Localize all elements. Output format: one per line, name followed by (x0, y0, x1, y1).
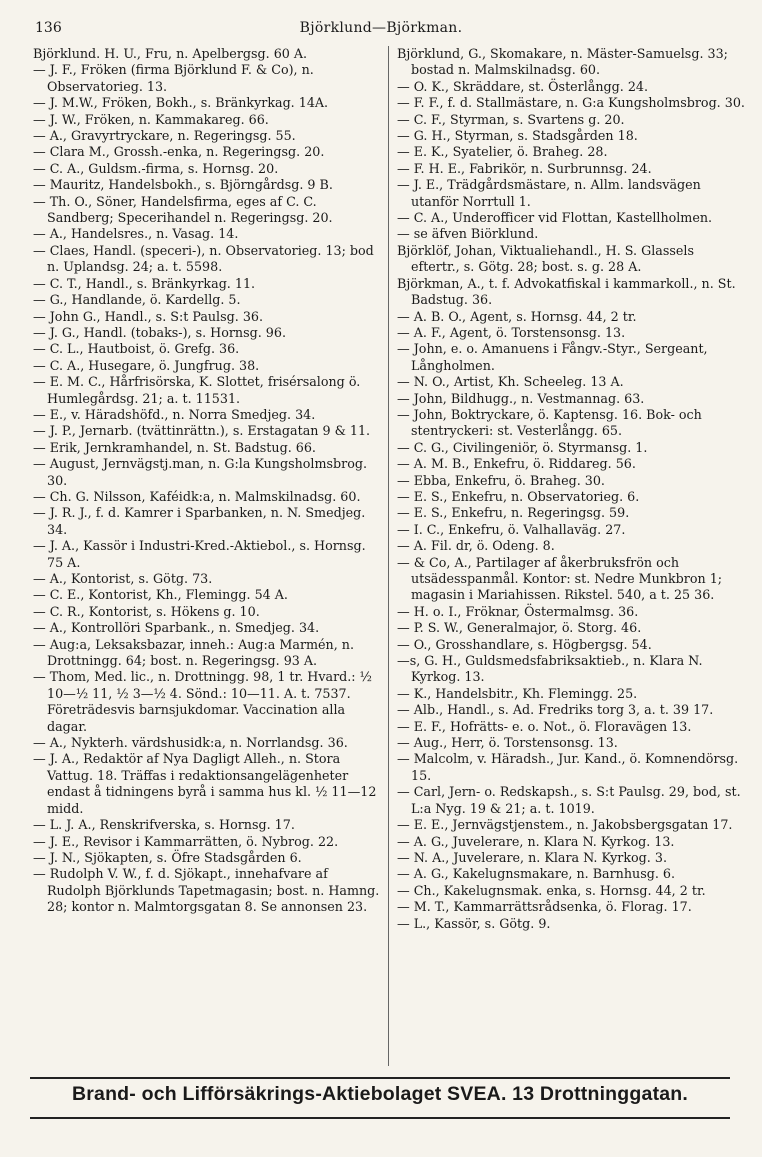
directory-entry: — John, Bildhugg., n. Vestmannag. 63. (397, 390, 645, 406)
directory-entry: — E., v. Häradshöfd., n. Norra Smedjeg. 34. (33, 406, 316, 422)
directory-entry: — Claes, Handl. (speceri-), n. Observatorieg. 13; bod n. Uplandsg. 24; a. t. 5598. (33, 242, 374, 275)
directory-entry: — A., Kontrollöri Sparbank., n. Smedjeg. 34. (33, 620, 320, 636)
directory-entry: — E. F., Hofrätts- e. o. Not., ö. Floravägen 13. (397, 718, 692, 734)
directory-entry: — John G., Handl., s. S:t Paulsg. 36. (33, 308, 263, 324)
column-divider (388, 46, 389, 1066)
right-column (397, 46, 745, 932)
directory-entry: — E. M. C., Hårfrisörska, K. Slottet, frisérsalong ö. Humlegårdsg. 21; a. t. 11531. (33, 374, 361, 406)
directory-entry: — A. G., Kakelugnsmakare, n. Barnhusg. 6. (397, 866, 675, 882)
directory-entry: — A. Fil. dr, ö. Odeng. 8. (397, 538, 555, 554)
directory-entry: — Ch., Kakelugnsmak. enka, s. Hornsg. 44, 2 tr. (397, 882, 706, 898)
directory-entry: —s, G. H., Guldsmedsfabriksaktieb., n. Klara N. Kyrkog. 13. (397, 653, 703, 685)
directory-entry: — Th. O., Söner, Handelsfirma, eges af C. C. Sandberg; Specerihandel n. Regeringsg. 20. (33, 193, 333, 226)
directory-entry: — E. S., Enkefru, n. Regeringsg. 59. (397, 505, 630, 521)
directory-entry: — L. J. A., Renskrifverska, s. Hornsg. 17. (33, 817, 295, 833)
directory-entry: Björklöf, Johan, Viktualiehandl., H. S. Glassels eftertr., s. Götg. 28; bost. s. g. 28 A. (397, 242, 694, 275)
directory-entry: — Ebba, Enkefru, ö. Braheg. 30. (397, 472, 605, 488)
directory-entry: — J. E., Revisor i Kammarrätten, ö. Nybrog. 22. (33, 833, 339, 849)
directory-entry: — O., Grosshandlare, s. Högbergsg. 54. (397, 636, 652, 652)
directory-entry: — Clara M., Grossh.-enka, n. Regeringsg. 20. (33, 144, 325, 160)
directory-entry: — Erik, Jernkramhandel, n. St. Badstug. 66. (33, 439, 316, 455)
directory-entry: — C. E., Kontorist, Kh., Flemingg. 54 A. (33, 587, 288, 603)
directory-entry: — H. o. I., Fröknar, Östermalmsg. 36. (397, 603, 639, 619)
directory-entry: — E. S., Enkefru, n. Observatorieg. 6. (397, 488, 640, 504)
directory-entry: — A. G., Juvelerare, n. Klara N. Kyrkog. 13. (397, 833, 675, 849)
directory-entry: — L., Kassör, s. Götg. 9. (397, 915, 551, 931)
directory-entry: — J. R. J., f. d. Kamrer i Sparbanken, n. N. Smedjeg. 34. (33, 505, 366, 537)
directory-entry: — K., Handelsbitr., Kh. Flemingg. 25. (397, 685, 638, 701)
directory-entry: — Rudolph V. W., f. d. Sjökapt., innehafvare af Rudolph Björklunds Tapetmagasin; bost. n. Hamng. 28; kontor n. Malmtorgsgatan 8. Se annonsen 23. (33, 866, 380, 915)
directory-entry: — M. T., Kammarrättsrådsenka, ö. Florag. 17. (397, 899, 692, 915)
directory-entry: — A., Nykterh. värdshusidk:a, n. Norrlandsg. 36. (33, 735, 348, 751)
directory-entry: — Malcolm, v. Häradsh., Jur. Kand., ö. Komnendörsg. 15. (397, 751, 739, 783)
directory-entry: — C. T., Handl., s. Bränkyrkag. 11. (33, 275, 256, 291)
directory-entry: — N. O., Artist, Kh. Scheeleg. 13 A. (397, 374, 624, 390)
directory-entry: — Carl, Jern- o. Redskapsh., s. S:t Paulsg. 29, bod, st. L:a Nyg. 19 & 21; a. t. 1019. (397, 784, 741, 816)
directory-entry: — J. P., Jernarb. (tvättinrättn.), s. Erstagatan 9 & 11. (33, 423, 371, 439)
directory-entry: — August, Jernvägstj.man, n. G:la Kungsholmsbrog. 30. (33, 456, 367, 488)
directory-entry: — C. F., Styrman, s. Svartens g. 20. (397, 111, 625, 127)
directory-entry: — C. R., Kontorist, s. Hökens g. 10. (33, 603, 260, 619)
left-column (33, 46, 385, 916)
directory-entry: Björklund, G., Skomakare, n. Mäster-Samuelsg. 33; bostad n. Malmskilnadsg. 60. (397, 46, 728, 78)
directory-entry: — Alb., Handl., s. Ad. Fredriks torg 3, a. t. 39 17. (397, 702, 714, 718)
directory-entry: — A., Kontorist, s. Götg. 73. (33, 571, 213, 586)
running-head: Björklund—Björkman. (299, 20, 463, 36)
directory-entry: — A. B. O., Agent, s. Hornsg. 44, 2 tr. (397, 308, 637, 324)
directory-entry: — F. F., f. d. Stallmästare, n. G:a Kungsholmsbrog. 30. (397, 95, 745, 111)
directory-entry: — Thom, Med. lic., n. Drottningg. 98, 1 tr. Hvard.: ½ 10—½ 11, ½ 3—½ 4. Sönd.: 10—11. A. t. 7537. Företrädesvis barnsjukdomar. Vaccination alla dagar. (33, 669, 372, 734)
directory-entry: — E. E., Jernvägstjenstem., n. Jakobsbergsgatan 17. (397, 817, 733, 833)
page-number: 136 (35, 20, 62, 36)
directory-entry: — A., Handelsres., n. Vasag. 14. (33, 226, 239, 242)
directory-entry: — & Co, A., Partilager af åkerbruksfrön och utsädesspanmål. Kontor: st. Nedre Munkbron 1; magasin i Mariahissen. Rikstel. 540, a t. 25 36. (397, 554, 723, 603)
directory-entry: — E. K., Syatelier, ö. Braheg. 28. (397, 144, 608, 160)
directory-entry: Björklund. H. U., Fru, n. Apelbergsg. 60 A. (33, 46, 308, 61)
page-header (0, 0, 762, 44)
directory-entry: — se äfven Biörklund. (397, 226, 539, 242)
directory-entry: — Mauritz, Handelsbokh., s. Björngårdsg. 9 B. (33, 177, 333, 193)
directory-entry: — A., Gravyrtryckare, n. Regeringsg. 55. (33, 128, 296, 144)
footer-advertisement: Brand- och Lifförsäkrings-Aktiebolaget SVEA. 13 Drottninggatan. (71, 1083, 689, 1105)
directory-entry: — C. A., Guldsm.-firma, s. Hornsg. 20. (33, 160, 279, 176)
directory-entry: — J. A., Redaktör af Nya Dagligt Alleh., n. Stora Vattug. 18. Träffas i redaktionsangelägenheter endast å tidningens byrå i samma hus kl. ½ 11—12 midd. (33, 751, 377, 816)
directory-entry: Björkman, A., t. f. Advokatfiskal i kammarkoll., n. St. Badstug. 36. (397, 275, 736, 308)
directory-entry: — J. N., Sjökapten, s. Öfre Stadsgården 6. (33, 849, 302, 865)
directory-entry: — A. M. B., Enkefru, ö. Riddareg. 56. (397, 456, 636, 472)
directory-entry: — G. H., Styrman, s. Stadsgården 18. (397, 128, 638, 144)
directory-entry: — N. A., Juvelerare, n. Klara N. Kyrkog. 3. (397, 849, 667, 865)
directory-entry: — A. F., Agent, ö. Torstensonsg. 13. (397, 324, 626, 340)
directory-entry: — C. L., Hautboist, ö. Grefg. 36. (33, 341, 240, 357)
directory-entry: — Aug:a, Leksaksbazar, inneh.: Aug:a Marmén, n. Drottningg. 64; bost. n. Regeringsg. 93 A. (33, 636, 354, 669)
footer-rule-bottom (30, 1117, 730, 1119)
directory-entry: — G., Handlande, ö. Kardellg. 5. (33, 292, 241, 308)
directory-entry: — Ch. G. Nilsson, Kaféidk:a, n. Malmskilnadsg. 60. (33, 488, 361, 504)
directory-entry: — Aug., Herr, ö. Torstensonsg. 13. (397, 735, 618, 751)
directory-entry: — John, e. o. Amanuens i Fångv.-Styr., Sergeant, Långholmen. (397, 341, 708, 373)
directory-entry: — O. K., Skräddare, st. Österlångg. 24. (397, 78, 649, 94)
directory-entry: — J. F., Fröken (firma Björklund F. & Co), n. Observatorieg. 13. (33, 62, 314, 94)
directory-entry: — J. E., Trädgårdsmästare, n. Allm. landsvägen utanför Norrtull 1. (397, 177, 701, 209)
directory-entry: — John, Boktryckare, ö. Kaptensg. 16. Bok- och stentryckeri: st. Vesterlångg. 65. (397, 406, 702, 439)
directory-entry: — J. A., Kassör i Industri-Kred.-Aktiebol., s. Hornsg. 75 A. (33, 538, 366, 570)
directory-entry: — P. S. W., Generalmajor, ö. Storg. 46. (397, 620, 642, 636)
directory-entry: — C. G., Civilingeniör, ö. Styrmansg. 1. (397, 439, 648, 455)
directory-entry: — F. H. E., Fabrikör, n. Surbrunnsg. 24. (397, 160, 652, 176)
directory-entry: — I. C., Enkefru, ö. Valhallaväg. 27. (397, 521, 626, 537)
directory-entry: — J. M.W., Fröken, Bokh., s. Bränkyrkag. 14A. (33, 95, 329, 111)
footer-rule-top (30, 1077, 730, 1079)
directory-entry: — J. G., Handl. (tobaks-), s. Hornsg. 96. (33, 324, 286, 340)
directory-entry: — C. A., Underofficer vid Flottan, Kastellholmen. (397, 210, 713, 226)
directory-entry: — J. W., Fröken, n. Kammakareg. 66. (33, 111, 269, 127)
directory-entry: — C. A., Husegare, ö. Jungfrug. 38. (33, 357, 260, 373)
